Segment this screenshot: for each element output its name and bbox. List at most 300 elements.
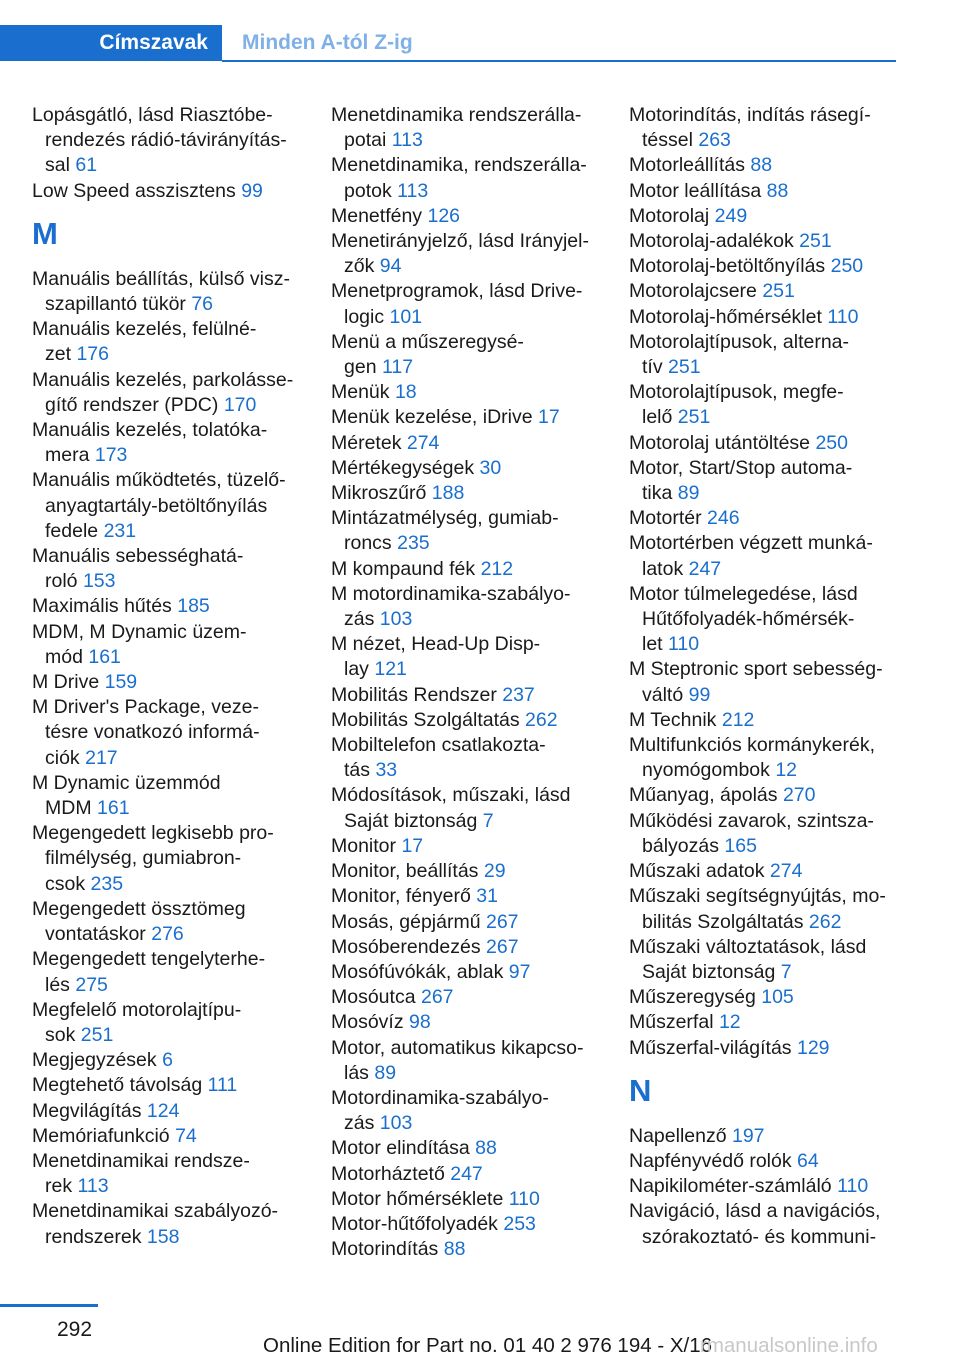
index-entry xyxy=(629,657,894,682)
page-reference-link[interactable]: 158 xyxy=(146,1225,180,1248)
index-entry-text: Lopásgátló, lásd Riasztóbe- xyxy=(32,104,273,126)
index-entry-text: zás xyxy=(344,608,380,631)
page-reference-link[interactable]: 7 xyxy=(482,809,494,832)
index-entry xyxy=(32,1124,297,1149)
index-entry-text: Megtehető távolság xyxy=(32,1074,208,1097)
index-entry-text: roló xyxy=(45,570,83,593)
index-entry-text: lés xyxy=(45,973,76,996)
page-reference-link[interactable]: 7 xyxy=(780,960,792,983)
index-entry-continuation xyxy=(331,128,596,153)
index-entry-text: Menük xyxy=(331,381,395,404)
index-entry-text: fedele xyxy=(45,519,104,542)
page-reference-link[interactable]: 251 xyxy=(799,230,832,253)
index-entry-continuation xyxy=(331,355,596,380)
index-entry xyxy=(331,935,596,960)
index-entry-text: Megfelelő motorolajtípu- xyxy=(32,998,242,1021)
tab-cimszavak[interactable] xyxy=(0,25,222,61)
page-reference-link[interactable]: 159 xyxy=(104,671,138,694)
index-entry-text: téssel xyxy=(642,129,699,152)
page-reference-link[interactable]: 188 xyxy=(431,482,465,505)
index-entry xyxy=(32,368,297,393)
index-entry-text: Motorháztető xyxy=(331,1162,451,1185)
page-reference-link[interactable]: 129 xyxy=(796,1036,830,1059)
index-entry-text: ciók xyxy=(45,746,86,769)
index-entry-continuation xyxy=(32,569,297,594)
index-entry-continuation xyxy=(331,657,596,682)
index-entry-continuation xyxy=(331,809,596,834)
index-column-3 xyxy=(629,103,894,1250)
page-reference-link[interactable]: 113 xyxy=(391,129,423,152)
index-entry xyxy=(331,834,596,859)
index-entry-text: Napfényvédő rolók xyxy=(629,1149,798,1172)
index-entry-text: roncs xyxy=(344,532,398,555)
index-entry-text: Működési zavarok, szintsza- xyxy=(629,809,874,832)
index-entry-text: Motor hőmérséklete xyxy=(331,1187,509,1210)
index-entry-text: csok xyxy=(45,872,91,895)
page-reference-link[interactable]: 274 xyxy=(406,431,440,454)
page-reference-link[interactable]: 275 xyxy=(75,973,108,996)
index-entry-text: Menetprogramok, lásd Drive- xyxy=(331,280,583,303)
index-entry-text: sok xyxy=(45,1023,81,1046)
index-entry-text: Motorolaj xyxy=(629,204,715,227)
index-entry-text: rendezés rádió-távirányítás- xyxy=(45,129,287,152)
index-entry xyxy=(629,254,894,279)
index-entry-text: MDM xyxy=(45,797,97,820)
index-entry xyxy=(629,103,894,128)
index-entry-continuation xyxy=(32,153,297,178)
index-entry-continuation xyxy=(331,531,596,556)
index-entry-text: Manuális működtetés, tüzelő- xyxy=(32,469,286,492)
page-reference-link[interactable]: 153 xyxy=(82,570,116,593)
index-entry xyxy=(331,985,596,1010)
index-entry xyxy=(331,1187,596,1212)
index-entry xyxy=(32,1048,297,1073)
index-entry-text: tív xyxy=(642,356,669,379)
index-entry-text: Műszaki segítségnyújtás, mo- xyxy=(629,885,886,908)
index-entry-text: Motorolaj utántöltése xyxy=(629,431,816,454)
index-entry xyxy=(629,1036,894,1061)
page-reference-link[interactable]: 270 xyxy=(782,784,816,807)
index-entry-continuation xyxy=(629,405,894,430)
index-entry-continuation xyxy=(629,355,894,380)
page-reference-link[interactable]: 89 xyxy=(374,1061,397,1084)
index-entry xyxy=(629,708,894,733)
index-entry xyxy=(331,204,596,229)
index-entry-text: anyagtartály-betöltőnyílás xyxy=(45,494,268,517)
header-tabs xyxy=(0,25,896,61)
index-entry-text: Motordinamika-szabályo- xyxy=(331,1086,549,1109)
page-reference-link[interactable]: 185 xyxy=(177,595,210,618)
index-entry-text: gen xyxy=(344,356,382,379)
index-entry-text: gítő rendszer (PDC) xyxy=(45,393,224,416)
page-reference-link[interactable]: 217 xyxy=(85,746,118,769)
watermark: rmanualsonline.info xyxy=(700,1334,878,1357)
index-entry xyxy=(629,153,894,178)
page-reference-link[interactable]: 170 xyxy=(223,393,257,416)
index-entry xyxy=(629,1010,894,1035)
index-entry-text: zők xyxy=(344,255,380,278)
index-entry xyxy=(331,380,596,405)
index-entry xyxy=(331,708,596,733)
page-reference-link[interactable]: 30 xyxy=(479,456,502,479)
page-reference-link[interactable]: 250 xyxy=(830,255,864,278)
index-entry-text: Menetdinamikai szabályozó- xyxy=(32,1200,279,1223)
index-entry-text: let xyxy=(642,633,669,656)
page-reference-link[interactable]: 98 xyxy=(409,1011,431,1034)
index-entry-text: Motorindítás xyxy=(331,1238,444,1261)
index-entry-text: Saját biztonság xyxy=(344,809,483,832)
index-entry-continuation xyxy=(629,758,894,783)
page-reference-link[interactable]: 94 xyxy=(379,255,402,278)
index-entry-text: Mosóutca xyxy=(331,986,421,1009)
index-entry xyxy=(331,884,596,909)
index-entry-text: Motorolaj-hőmérséklet xyxy=(629,305,828,328)
page-reference-link[interactable]: 31 xyxy=(476,885,498,908)
page-reference-link[interactable]: 113 xyxy=(397,179,429,202)
index-entry xyxy=(629,809,894,834)
page-reference-link[interactable]: 103 xyxy=(379,1112,413,1135)
index-entry-text: latok xyxy=(642,557,689,580)
index-entry xyxy=(629,783,894,808)
index-entry xyxy=(629,279,894,304)
page-reference-link[interactable]: 33 xyxy=(375,759,398,782)
index-entry-text: Mértékegységek xyxy=(331,456,480,479)
page-reference-link[interactable]: 103 xyxy=(379,608,413,631)
index-entry xyxy=(32,1073,297,1098)
page-reference-link[interactable]: 251 xyxy=(668,356,701,379)
index-entry-text: vontatáskor xyxy=(45,923,152,946)
tab-cimszavak-label: Címszavak xyxy=(99,31,208,54)
index-entry xyxy=(32,594,297,619)
index-entry-continuation xyxy=(331,1061,596,1086)
page-reference-link[interactable]: 197 xyxy=(731,1124,765,1147)
index-entry xyxy=(331,557,596,582)
index-entry-text: Menetdinamika, rendszerálla- xyxy=(331,154,587,177)
index-entry-text: Motor leállítása xyxy=(629,179,767,202)
index-entry-text: Memóriafunkció xyxy=(32,1124,176,1147)
index-entry-continuation xyxy=(32,1174,297,1199)
index-entry xyxy=(331,153,596,178)
page-reference-link[interactable]: 161 xyxy=(97,797,130,820)
index-entry-text: tésre vonatkozó informá- xyxy=(45,721,260,744)
page-reference-link[interactable]: 253 xyxy=(503,1212,536,1235)
index-entry-text: Megengedett legkisebb pro- xyxy=(32,822,274,845)
index-entry-text: M Technik xyxy=(629,708,722,731)
page-reference-link[interactable]: 247 xyxy=(450,1162,483,1185)
index-entry xyxy=(32,998,297,1023)
page-reference-link[interactable]: 176 xyxy=(76,343,109,366)
index-entry-text: Manuális beállítás, külső visz- xyxy=(32,267,290,290)
index-entry-continuation xyxy=(629,632,894,657)
index-entry-text: Motortér xyxy=(629,507,708,530)
index-entry xyxy=(331,103,596,128)
index-entry xyxy=(32,1099,297,1124)
index-entry-text: szórakoztató- és kommuni- xyxy=(642,1225,877,1248)
page-reference-link[interactable]: 113 xyxy=(77,1175,109,1198)
index-entry-text: Motorolajtípusok, alterna- xyxy=(629,330,850,353)
index-entry-text: lay xyxy=(344,658,375,681)
index-entry xyxy=(629,1149,894,1174)
index-entry-text: rendszerek xyxy=(45,1225,147,1248)
page-reference-link[interactable]: 267 xyxy=(420,986,454,1009)
page-reference-link[interactable]: 110 xyxy=(508,1187,540,1210)
index-entry xyxy=(331,960,596,985)
page-reference-link[interactable]: 231 xyxy=(103,519,137,542)
page-reference-link[interactable]: 99 xyxy=(688,683,711,706)
index-entry-continuation xyxy=(32,342,297,367)
page-reference-link[interactable]: 249 xyxy=(714,204,748,227)
page-reference-link[interactable]: 12 xyxy=(718,1011,741,1034)
page-reference-link[interactable]: 29 xyxy=(483,860,506,883)
index-entry xyxy=(32,1199,297,1224)
index-entry-continuation xyxy=(629,1225,894,1250)
index-entry-text: Mobilitás Rendszer xyxy=(331,683,503,706)
index-entry-continuation xyxy=(32,922,297,947)
index-entry xyxy=(331,783,596,808)
index-entry xyxy=(32,695,297,720)
page-reference-link[interactable]: 165 xyxy=(724,834,757,857)
page-reference-link[interactable]: 250 xyxy=(815,431,848,454)
index-entry xyxy=(629,985,894,1010)
index-entry-text: Motorleállítás xyxy=(629,154,751,177)
page-reference-link[interactable]: 121 xyxy=(374,658,407,681)
page-reference-link[interactable]: 124 xyxy=(146,1099,180,1122)
index-entry xyxy=(629,179,894,204)
index-entry-text: Motorolaj-betöltőnyílás xyxy=(629,255,831,278)
index-entry-text: Motorindítás, indítás rásegí- xyxy=(629,104,871,126)
page-reference-link[interactable]: 251 xyxy=(677,406,711,429)
index-entry-text: Napellenző xyxy=(629,1124,732,1147)
index-entry-text: Menü a műszeregysé- xyxy=(331,330,524,353)
page-reference-link[interactable]: 126 xyxy=(427,204,461,227)
page-reference-link[interactable]: 212 xyxy=(480,557,514,580)
index-entry xyxy=(629,935,894,960)
footer-divider xyxy=(0,1304,98,1307)
page-reference-link[interactable]: 247 xyxy=(688,557,722,580)
page-reference-link[interactable]: 105 xyxy=(761,986,794,1009)
page-reference-link[interactable]: 267 xyxy=(486,935,519,958)
index-entry xyxy=(32,620,297,645)
index-entry-continuation xyxy=(32,846,297,871)
index-entry xyxy=(331,632,596,657)
index-entry xyxy=(331,279,596,304)
index-entry-text: Műszerfal xyxy=(629,1011,719,1034)
index-entry-text: Menetdinamika rendszerálla- xyxy=(331,104,582,126)
index-entry-continuation xyxy=(629,481,894,506)
index-entry-text: Műanyag, ápolás xyxy=(629,784,783,807)
index-entry xyxy=(331,1086,596,1111)
index-entry xyxy=(32,821,297,846)
page-reference-link[interactable]: 111 xyxy=(207,1074,238,1097)
index-entry-continuation xyxy=(629,128,894,153)
index-entry-text: Mintázatmélység, gumiab- xyxy=(331,507,559,530)
index-entry-text: Menetfény xyxy=(331,204,428,227)
page-reference-link[interactable]: 267 xyxy=(485,910,519,933)
index-entry-text: tika xyxy=(642,482,678,505)
page-reference-link[interactable]: 110 xyxy=(837,1175,869,1198)
index-entry-text: Motortérben végzett munká- xyxy=(629,532,873,555)
page-reference-link[interactable]: 17 xyxy=(401,834,424,857)
index-entry xyxy=(629,531,894,556)
index-entry-text: Megengedett tengelyterhe- xyxy=(32,948,266,971)
index-entry xyxy=(32,179,297,204)
index-entry-text: Méretek xyxy=(331,431,407,454)
page-reference-link[interactable]: 263 xyxy=(698,129,731,152)
index-entry xyxy=(629,1124,894,1149)
page-reference-link[interactable]: 237 xyxy=(502,683,535,706)
page-reference-link[interactable]: 246 xyxy=(707,507,740,530)
index-entry-continuation xyxy=(32,796,297,821)
index-entry xyxy=(331,405,596,430)
index-letter-heading: M xyxy=(32,215,58,251)
index-entry xyxy=(629,431,894,456)
index-entry xyxy=(32,897,297,922)
page-reference-link[interactable]: 88 xyxy=(443,1238,466,1261)
index-entry-text: mera xyxy=(45,444,95,467)
index-entry-continuation xyxy=(629,910,894,935)
index-entry-text: M Driver's Package, veze- xyxy=(32,696,259,719)
page-reference-link[interactable]: 235 xyxy=(90,872,124,895)
page-reference-link[interactable]: 110 xyxy=(827,305,859,328)
index-entry xyxy=(331,1212,596,1237)
index-entry-text: Hűtőfolyadék-hőmérsék- xyxy=(642,608,855,631)
index-entry xyxy=(32,771,297,796)
index-entry-text: tás xyxy=(344,759,376,782)
index-entry-text: Menetirányjelző, lásd Irányjel- xyxy=(331,230,589,253)
page-reference-link[interactable]: 161 xyxy=(88,645,121,668)
index-entry-text: Multifunkciós kormánykerék, xyxy=(629,734,875,757)
index-entry-text: rek xyxy=(45,1175,78,1198)
index-entry xyxy=(331,733,596,758)
index-entry-continuation xyxy=(629,683,894,708)
index-entry-text: nyomógombok xyxy=(642,759,776,782)
tab-minden-a-tol-z-ig[interactable] xyxy=(222,25,413,61)
index-entry xyxy=(331,456,596,481)
index-entry-text: Menük kezelése, iDrive xyxy=(331,406,538,429)
page-reference-link[interactable]: 89 xyxy=(677,482,700,505)
index-entry xyxy=(331,431,596,456)
page-reference-link[interactable]: 88 xyxy=(766,179,789,202)
page-reference-link[interactable]: 251 xyxy=(80,1023,114,1046)
page-reference-link[interactable]: 117 xyxy=(381,356,414,379)
index-entry xyxy=(331,910,596,935)
page-reference-link[interactable]: 88 xyxy=(750,154,773,177)
index-entry-continuation xyxy=(32,872,297,897)
index-entry-text: Mobiltelefon csatlakozta- xyxy=(331,734,546,757)
page-number: 292 xyxy=(57,1318,93,1341)
page-reference-link[interactable]: 101 xyxy=(389,305,423,328)
index-entry-continuation xyxy=(32,393,297,418)
page-reference-link[interactable]: 110 xyxy=(668,633,700,656)
index-entry-text: Mosófúvókák, ablak xyxy=(331,960,509,983)
page-reference-link[interactable]: 251 xyxy=(762,280,795,303)
index-entry xyxy=(331,1237,596,1262)
page-reference-link[interactable]: 99 xyxy=(241,179,263,202)
index-entry-continuation xyxy=(32,1225,297,1250)
page-reference-link[interactable]: 212 xyxy=(721,708,755,731)
page-reference-link[interactable]: 76 xyxy=(191,293,214,316)
index-entry-text: Manuális kezelés, tolatóka- xyxy=(32,419,268,442)
index-entry-continuation xyxy=(32,1023,297,1048)
index-entry-text: lelő xyxy=(642,406,678,429)
index-entry-continuation xyxy=(629,607,894,632)
index-entry xyxy=(32,418,297,443)
index-entry xyxy=(331,481,596,506)
index-entry-continuation xyxy=(32,973,297,998)
index-entry xyxy=(331,683,596,708)
index-entry-text: potai xyxy=(344,129,392,152)
index-entry xyxy=(331,229,596,254)
index-entry-text: Monitor, beállítás xyxy=(331,860,484,883)
page-reference-link[interactable]: 97 xyxy=(508,960,531,983)
page-reference-link[interactable]: 262 xyxy=(808,910,842,933)
index-entry-continuation xyxy=(331,305,596,330)
page-reference-link[interactable]: 18 xyxy=(394,381,417,404)
index-entry-continuation xyxy=(331,758,596,783)
page-reference-link[interactable]: 235 xyxy=(397,532,430,555)
page-reference-link[interactable]: 6 xyxy=(162,1049,173,1072)
index-entry-text: Motorolaj-adalékok xyxy=(629,230,800,253)
index-entry xyxy=(629,380,894,405)
page-reference-link[interactable]: 274 xyxy=(769,860,803,883)
index-entry-continuation xyxy=(629,834,894,859)
index-entry-text: M Drive xyxy=(32,671,105,694)
page-reference-link[interactable]: 262 xyxy=(525,708,558,731)
index-entry-continuation xyxy=(32,443,297,468)
index-column-2 xyxy=(331,103,596,1262)
page-reference-link[interactable]: 61 xyxy=(75,154,98,177)
index-entry-text: Motor-hűtőfolyadék xyxy=(331,1212,504,1235)
index-entry-continuation xyxy=(32,746,297,771)
page-reference-link[interactable]: 74 xyxy=(175,1124,197,1147)
index-entry-text: Mobilitás Szolgáltatás xyxy=(331,708,526,731)
index-entry xyxy=(629,330,894,355)
index-entry-text: bilitás Szolgáltatás xyxy=(642,910,809,933)
index-entry-text: Manuális sebességhatá- xyxy=(32,545,244,568)
index-entry-text: sal xyxy=(45,154,76,177)
index-entry-text: MDM, M Dynamic üzem- xyxy=(32,620,247,643)
page-reference-link[interactable]: 17 xyxy=(538,406,560,429)
index-entry-continuation xyxy=(331,607,596,632)
index-entry-text: potok xyxy=(344,179,398,202)
tab-minden-label: Minden A-tól Z-ig xyxy=(242,31,413,54)
index-entry xyxy=(32,670,297,695)
index-entry-text: Monitor, fényerő xyxy=(331,885,477,908)
index-entry xyxy=(331,1036,596,1061)
index-letter-heading: N xyxy=(629,1072,652,1108)
index-entry-text: Saját biztonság xyxy=(642,960,781,983)
page-reference-link[interactable]: 173 xyxy=(94,444,128,467)
index-entry xyxy=(629,456,894,481)
index-entry-text: Mosóvíz xyxy=(331,1011,410,1034)
index-entry xyxy=(32,947,297,972)
page-reference-link[interactable]: 88 xyxy=(475,1137,497,1160)
index-entry-text: mód xyxy=(45,645,89,668)
index-entry-text: filmélység, gumiabron- xyxy=(45,847,242,870)
page-reference-link[interactable]: 64 xyxy=(797,1149,819,1172)
index-entry-text: Megjegyzések xyxy=(32,1049,163,1072)
index-entry-text: Motorolajcsere xyxy=(629,280,763,303)
index-entry-text: Manuális kezelés, felülné- xyxy=(32,318,257,341)
index-entry-text: Navigáció, lásd a navigációs, xyxy=(629,1200,881,1223)
index-entry-text: M nézet, Head-Up Disp- xyxy=(331,633,541,656)
index-entry xyxy=(629,733,894,758)
index-entry-text: Műszerfal-világítás xyxy=(629,1036,797,1059)
page-reference-link[interactable]: 276 xyxy=(151,923,184,946)
page-reference-link[interactable]: 12 xyxy=(775,759,798,782)
index-entry xyxy=(629,229,894,254)
index-entry xyxy=(32,468,297,493)
